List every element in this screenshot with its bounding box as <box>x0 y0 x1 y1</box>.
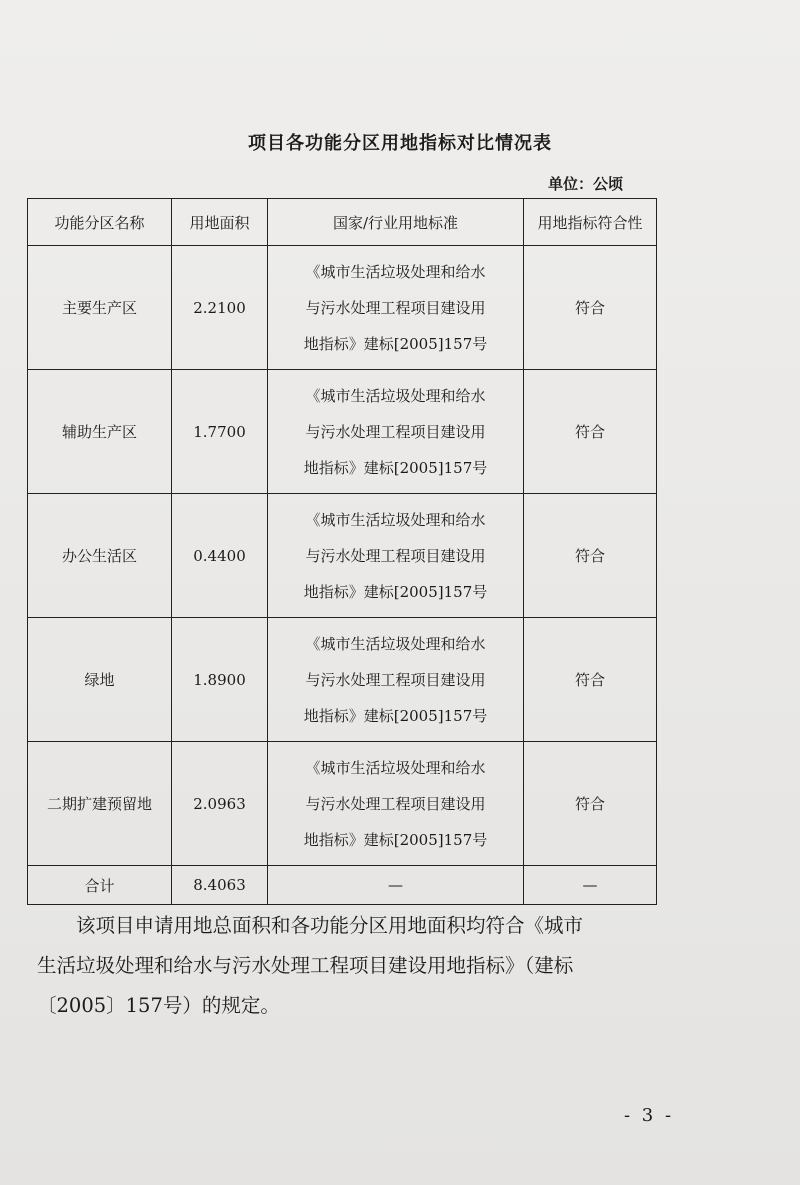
land-area: 2.0963 <box>172 742 268 866</box>
table-row <box>28 370 657 494</box>
standard-line: 与污水处理工程项目建设用 <box>305 298 486 317</box>
compliance: 符合 <box>524 370 657 494</box>
paragraph-line: 生活垃圾处理和给水与污水处理工程项目建设用地指标》（建标 <box>37 954 574 977</box>
compliance: 符合 <box>524 494 657 618</box>
land-use-table <box>27 198 657 905</box>
land-area: 0.4400 <box>172 494 268 618</box>
table-title: 项目各功能分区用地指标对比情况表 <box>248 133 552 154</box>
standard-line: 《城市生活垃圾处理和给水 <box>305 758 486 777</box>
standard-cell <box>268 370 524 494</box>
standard-line: 与污水处理工程项目建设用 <box>305 794 486 813</box>
zone-name: 主要生产区 <box>28 246 172 370</box>
standard-line: 与污水处理工程项目建设用 <box>305 546 486 565</box>
standard-line: 地指标》建标[2005]157号 <box>303 458 488 477</box>
table-row <box>28 618 657 742</box>
header-standard: 国家/行业用地标准 <box>268 199 524 246</box>
land-area: 2.2100 <box>172 246 268 370</box>
conclusion-paragraph <box>37 906 667 1026</box>
standard-line: 与污水处理工程项目建设用 <box>305 422 486 441</box>
standard-line: 地指标》建标[2005]157号 <box>303 582 488 601</box>
header-land-area: 用地面积 <box>172 199 268 246</box>
total-area: 8.4063 <box>172 866 268 905</box>
table-row <box>28 246 657 370</box>
standard-cell <box>268 742 524 866</box>
standard-cell <box>268 494 524 618</box>
standard-line: 与污水处理工程项目建设用 <box>305 670 486 689</box>
zone-name: 二期扩建预留地 <box>28 742 172 866</box>
table-row <box>28 494 657 618</box>
standard-cell <box>268 246 524 370</box>
total-label: 合计 <box>28 866 172 905</box>
standard-line: 地指标》建标[2005]157号 <box>303 334 488 353</box>
standard-line: 地指标》建标[2005]157号 <box>303 706 488 725</box>
paragraph-line: 〔2005〕157号）的规定。 <box>37 994 280 1017</box>
table-row <box>28 742 657 866</box>
zone-name: 辅助生产区 <box>28 370 172 494</box>
header-compliance: 用地指标符合性 <box>524 199 657 246</box>
land-area: 1.7700 <box>172 370 268 494</box>
page-number: - 3 - <box>624 1105 675 1126</box>
standard-line: 《城市生活垃圾处理和给水 <box>305 262 486 281</box>
land-area: 1.8900 <box>172 618 268 742</box>
total-compliance: — <box>524 866 657 905</box>
standard-cell <box>268 618 524 742</box>
standard-line: 《城市生活垃圾处理和给水 <box>305 510 486 529</box>
compliance: 符合 <box>524 246 657 370</box>
total-row <box>28 866 657 905</box>
standard-line: 《城市生活垃圾处理和给水 <box>305 634 486 653</box>
paragraph-line: 该项目申请用地总面积和各功能分区用地面积均符合《城市 <box>76 914 584 937</box>
zone-name: 办公生活区 <box>28 494 172 618</box>
standard-line: 《城市生活垃圾处理和给水 <box>305 386 486 405</box>
compliance: 符合 <box>524 742 657 866</box>
compliance: 符合 <box>524 618 657 742</box>
total-standard: — <box>268 866 524 905</box>
standard-line: 地指标》建标[2005]157号 <box>303 830 488 849</box>
zone-name: 绿地 <box>28 618 172 742</box>
header-zone-name: 功能分区名称 <box>28 199 172 246</box>
unit-label: 单位：公顷 <box>548 175 624 193</box>
table-header-row <box>28 199 657 246</box>
